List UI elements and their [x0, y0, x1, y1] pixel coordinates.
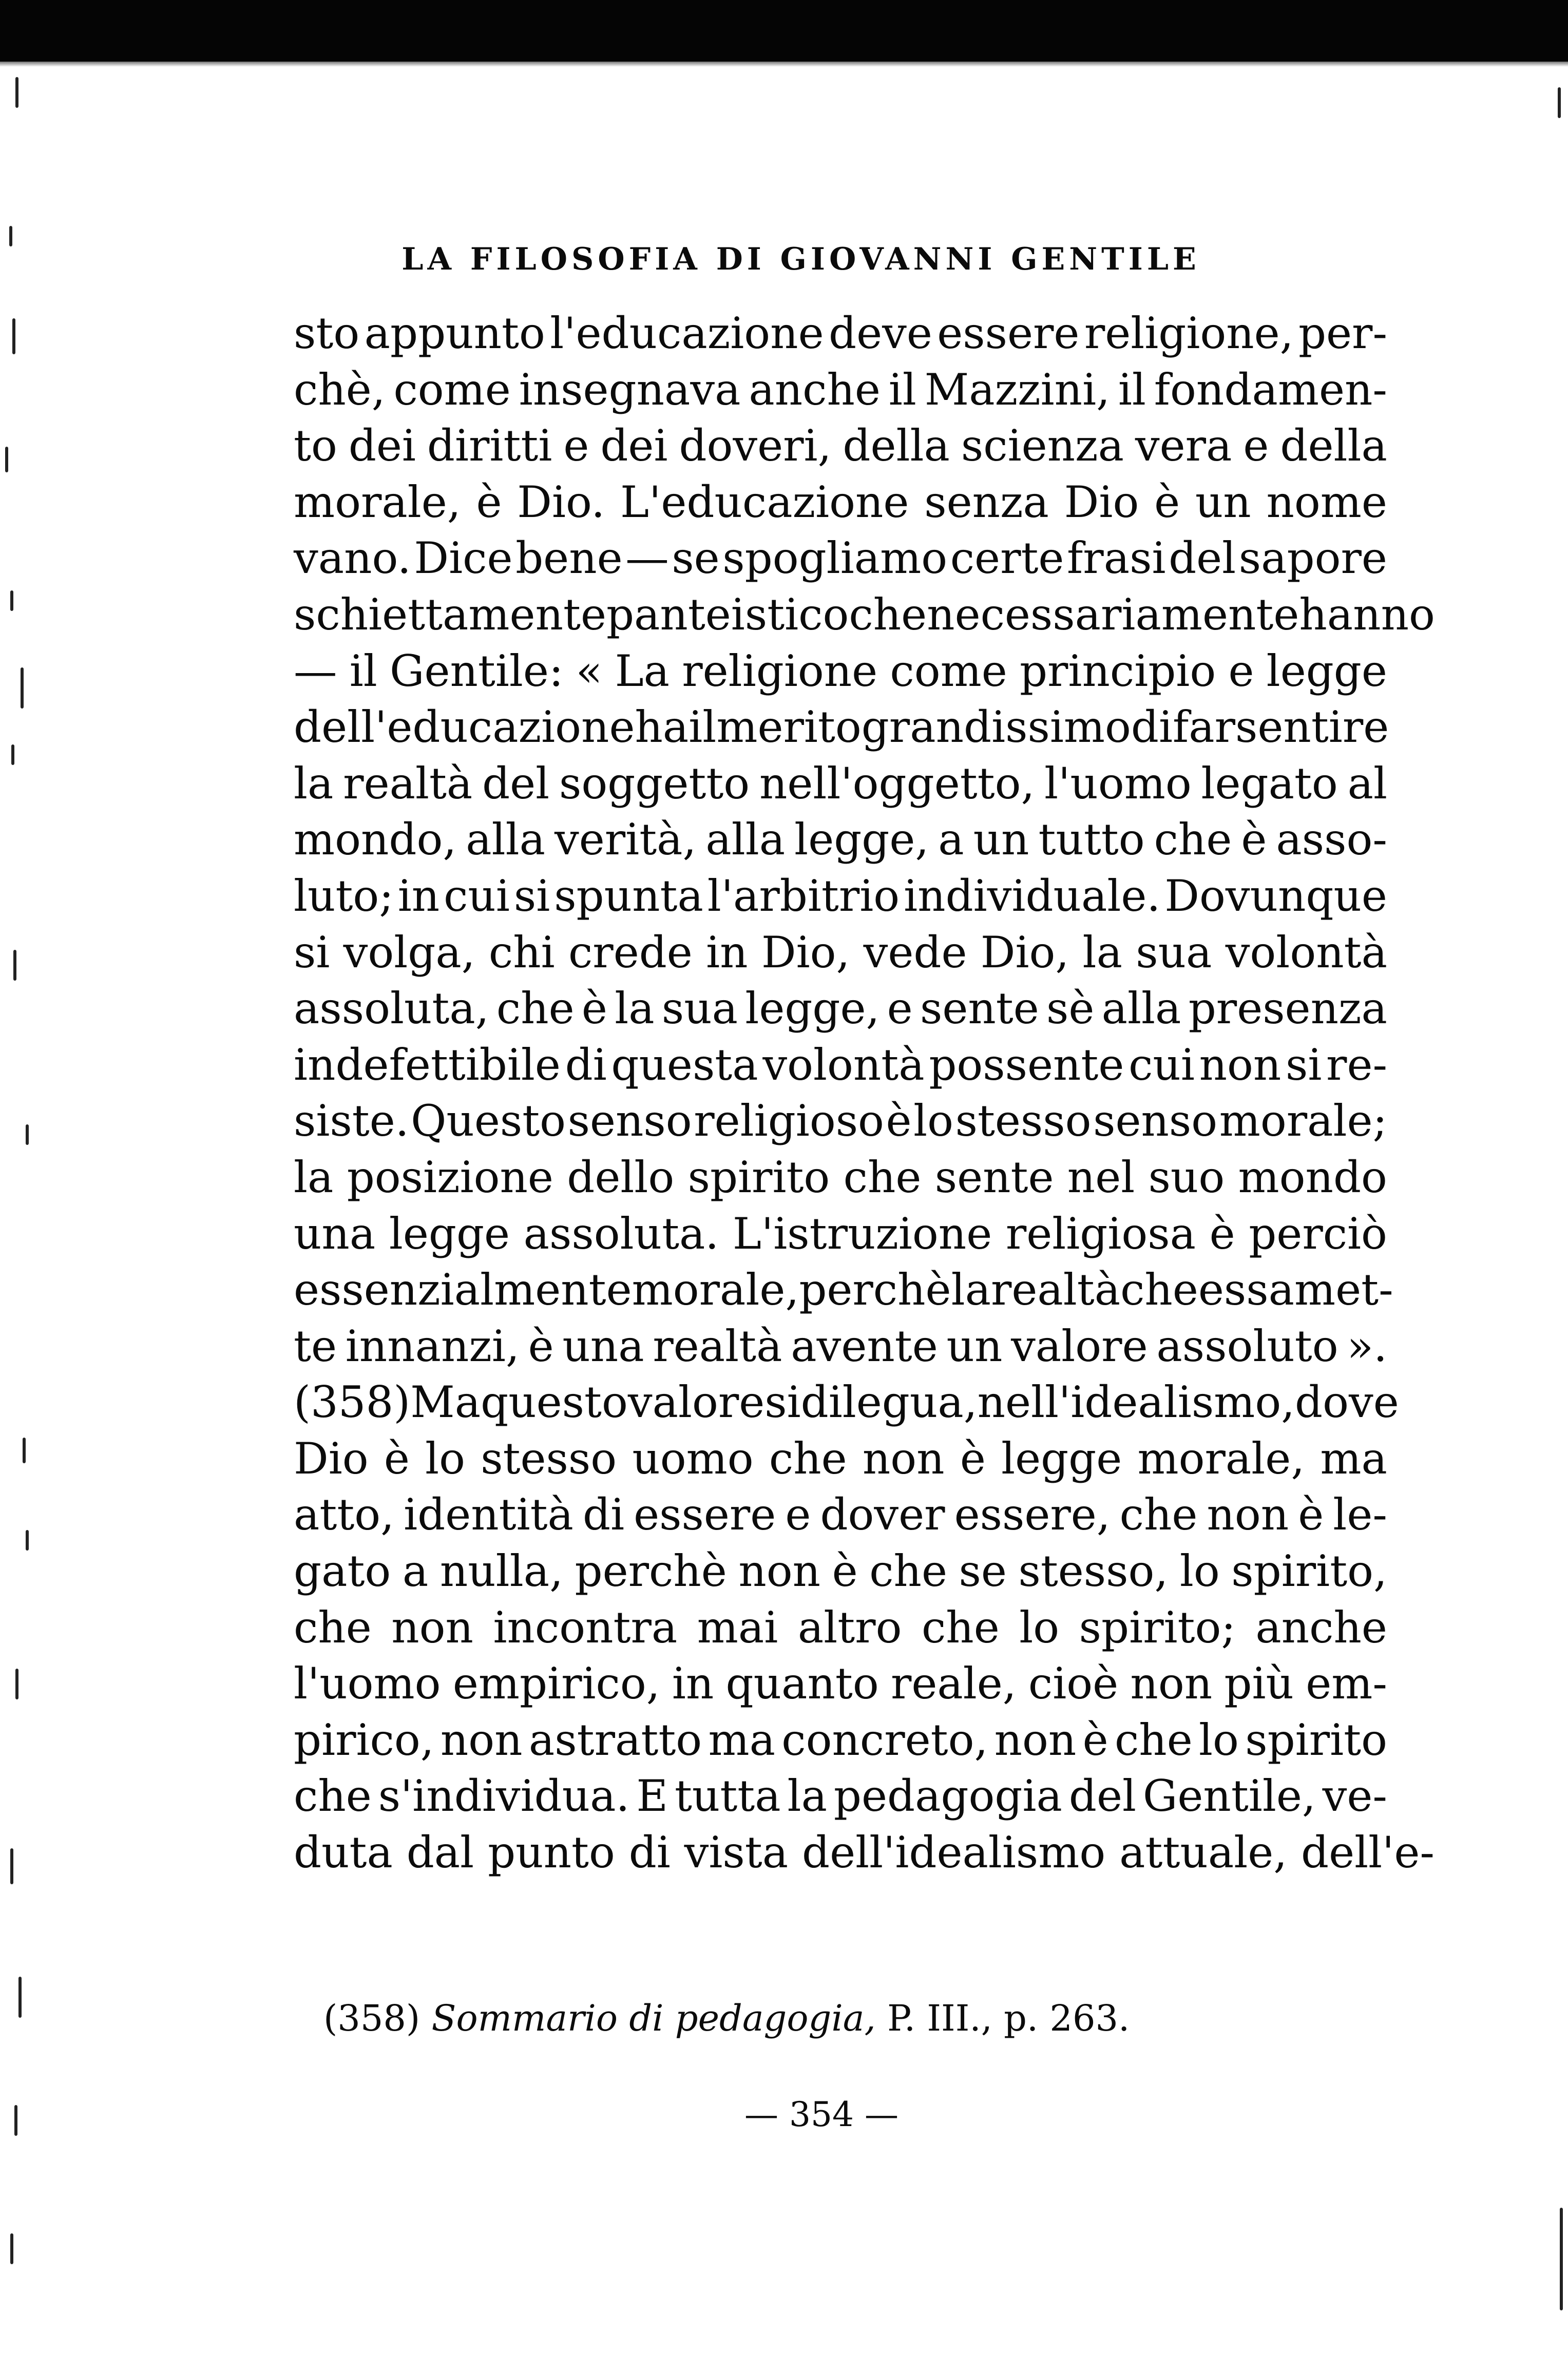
text-line: schiettamente panteistico che necessariamente hanno — [294, 589, 1435, 640]
text-line: dell'educazione ha il merito grandissimo di far sentire — [294, 702, 1389, 753]
footnote — [323, 1997, 1402, 2039]
text-line: te innanzi, è una realtà avente un valore assoluto ». — [294, 1321, 1387, 1371]
text-line: l'uomo empirico, in quanto reale, cioè non più em- — [294, 1658, 1387, 1709]
scan-right-margin-marks — [1537, 77, 1568, 2346]
text-line: assoluta, che è la sua legge, e sente sè alla presenza — [294, 983, 1387, 1034]
text-line: pirico, non astratto ma concreto, non è che lo spirito — [294, 1714, 1387, 1765]
text-line: morale, è Dio. L'educazione senza Dio è un nome — [294, 476, 1387, 527]
text-line: vano. Dice bene — se spogliamo certe frasi del sapore — [294, 533, 1387, 584]
text-line: che s'individua. E tutta la pedagogia del Gentile, ve- — [294, 1771, 1387, 1822]
text-line: chè, come insegnava anche il Mazzini, il fondamen- — [294, 364, 1387, 415]
scan-left-margin-marks — [0, 77, 31, 2346]
text-line: to dei diritti e dei doveri, della scienza vera e della — [294, 420, 1387, 471]
text-line: Dio è lo stesso uomo che non è legge morale, ma — [294, 1433, 1387, 1484]
text-line: la posizione dello spirito che sente nel suo mondo — [294, 1152, 1387, 1202]
text-line: (358) Ma questo valore si dilegua, nell'idealismo, dove — [294, 1377, 1399, 1428]
footnote-marker: (358) — [323, 1997, 420, 2039]
scan-top-border — [0, 0, 1568, 62]
running-header: LA FILOSOFIA DI GIOVANNI GENTILE — [401, 241, 1200, 277]
text-line: luto; in cui si spunta l'arbitrio individuale. Dovunque — [294, 870, 1387, 921]
text-line: la realtà del soggetto nell'oggetto, l'uomo legato al — [294, 758, 1387, 809]
text-line: — il Gentile: « La religione come principio e legge — [294, 645, 1387, 696]
text-line: siste. Questo senso religioso è lo stesso senso morale; — [294, 1096, 1387, 1146]
scan-top-border-edge — [0, 58, 1568, 67]
footnote-reference: P. III., p. 263. — [887, 1997, 1130, 2039]
text-line: indefettibile di questa volontà possente cui non si re- — [294, 1039, 1387, 1090]
text-line: sto appunto l'educazione deve essere religione, per- — [294, 308, 1387, 358]
text-line: duta dal punto di vista dell'idealismo attuale, dell'e- — [294, 1827, 1435, 1878]
text-line: mondo, alla verità, alla legge, a un tutto che è asso- — [294, 814, 1387, 865]
text-line: che non incontra mai altro che lo spirito; anche — [294, 1602, 1387, 1653]
text-line: atto, identità di essere e dover essere, che non è le- — [294, 1489, 1387, 1540]
page-number: — 354 — — [744, 2095, 898, 2134]
text-line: essenzialmente morale, perchè la realtà che essa met- — [294, 1265, 1393, 1315]
body-text — [294, 305, 1435, 1881]
text-line: si volga, chi crede in Dio, vede Dio, la sua volontà — [294, 927, 1387, 978]
text-line: una legge assoluta. L'istruzione religiosa è perciò — [294, 1208, 1387, 1259]
footnote-title: Sommario di pedagogia, — [431, 1997, 876, 2039]
text-line: gato a nulla, perchè non è che se stesso, lo spirito, — [294, 1546, 1387, 1597]
